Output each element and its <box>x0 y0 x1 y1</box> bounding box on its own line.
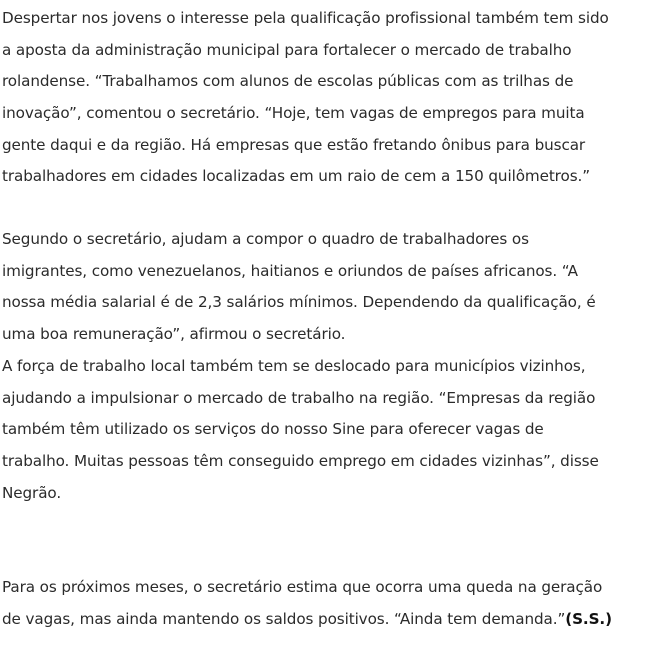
text-line: a aposta da administração municipal para fortalecer o mercado de trabalho <box>2 40 572 59</box>
text-line: uma boa remuneração”, afirmou o secretário. <box>2 325 346 344</box>
text-line-with-signature <box>2 604 612 636</box>
text-line: rolandense. “Trabalhamos com alunos de escolas públicas com as trilhas de <box>2 72 574 91</box>
text-line: nossa média salarial é de 2,3 salários mínimos. Dependendo da qualificação, é <box>2 293 596 312</box>
author-signature: (S.S.) <box>565 609 612 628</box>
text-line: gente daqui e da região. Há empresas que estão fretando ônibus para buscar <box>2 135 586 154</box>
paragraph-local-workforce <box>2 351 599 509</box>
text-line: Segundo o secretário, ajudam a compor o quadro de trabalhadores os <box>2 230 529 248</box>
text-line: Despertar nos jovens o interesse pela qualificação profissional também tem sido <box>2 9 609 27</box>
text-line: inovação”, comentou o secretário. “Hoje, tem vagas de empregos para muita <box>2 104 585 123</box>
text-line: ajudando a impulsionar o mercado de trabalho na região. “Empresas da região <box>2 388 596 407</box>
text-line: trabalhadores em cidades localizadas em um raio de cem a 150 quilômetros.” <box>2 167 590 186</box>
paragraph-immigrant-workers <box>2 224 596 351</box>
text-line: Para os próximos meses, o secretário estima que ocorra uma queda na geração <box>2 578 603 596</box>
text-line: A força de trabalho local também tem se deslocado para municípios vizinhos, <box>2 357 586 375</box>
text-line: também têm utilizado os serviços do nosso Sine para oferecer vagas de <box>2 420 544 439</box>
paragraph-youth-qualification <box>2 3 609 193</box>
paragraph-next-months <box>2 572 612 635</box>
text-line: imigrantes, como venezuelanos, haitianos e oriundos de países africanos. “A <box>2 261 578 280</box>
text-line: Negrão. <box>2 483 62 502</box>
text-line: trabalho. Muitas pessoas têm conseguido emprego em cidades vizinhas”, disse <box>2 452 599 471</box>
text-line: de vagas, mas ainda mantendo os saldos positivos. “Ainda tem demanda.” <box>2 609 566 628</box>
